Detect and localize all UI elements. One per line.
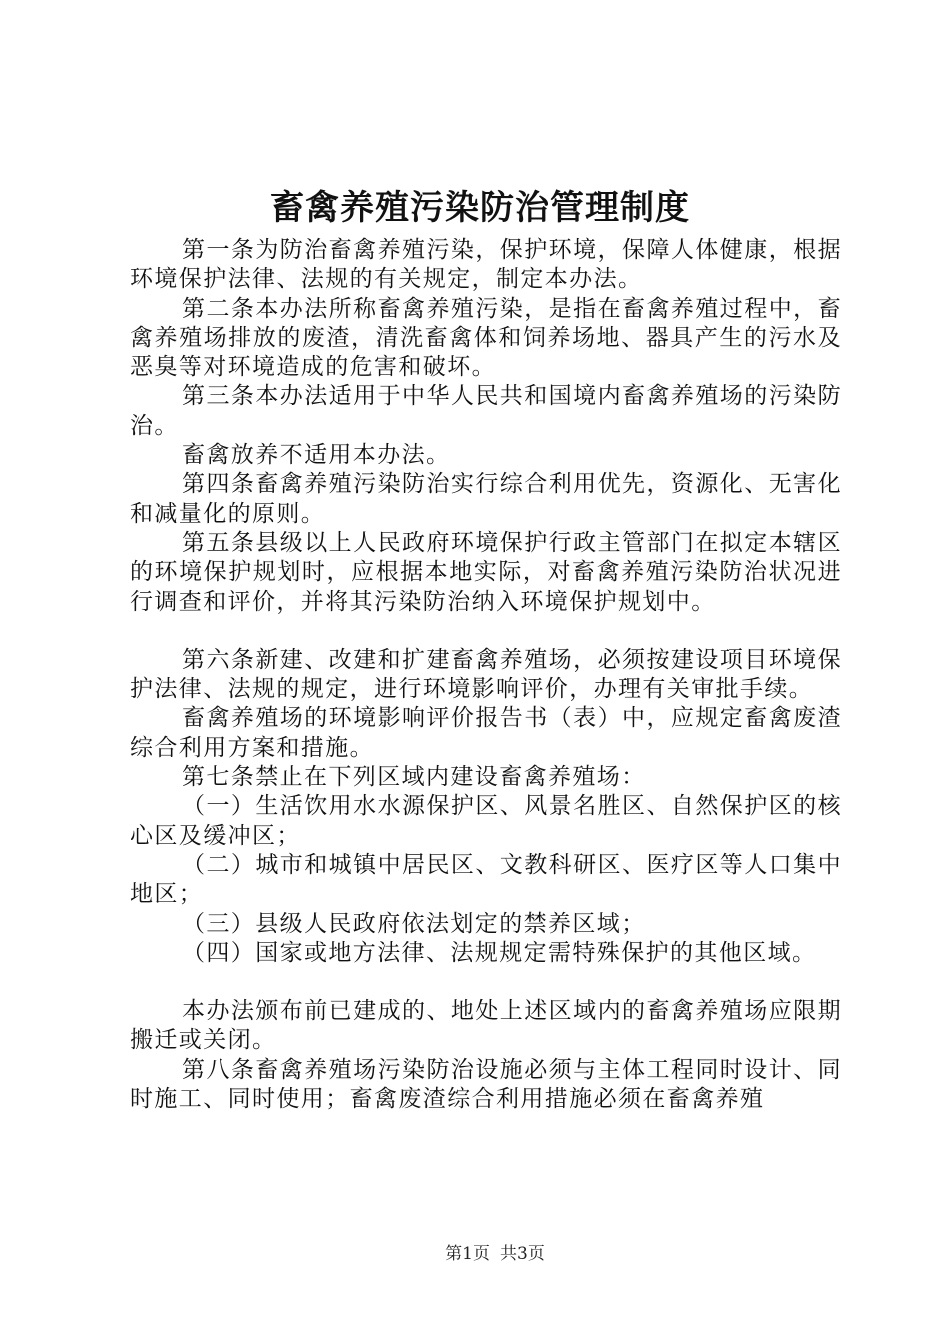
page-number: 第1页 [445, 1244, 490, 1264]
article-5-paragraph: 第五条县级以上人民政府环境保护行政主管部门在拟定本辖区的环境保护规划时，应根据本地实际，对畜禽养殖污染防治状况进行调查和评价，并将其污染防治纳入环境保护规划中。 [130, 529, 842, 615]
article-7-item-4: （四）国家或地方法律、法规规定需特殊保护的其他区域。 [182, 939, 817, 966]
article-7-item-1: （一）生活饮用水水源保护区、风景名胜区、自然保护区的核心区及缓冲区； [130, 793, 842, 849]
article-2-paragraph: 第二条本办法所称畜禽养殖污染，是指在畜禽养殖过程中，畜禽养殖场排放的废渣，清洗畜禽体和饲养场地、器具产生的污水及恶臭等对环境造成的危害和破坏。 [130, 295, 842, 381]
article-7-note-paragraph: 本办法颁布前已建成的、地处上述区域内的畜禽养殖场应限期搬迁或关闭。 [130, 998, 842, 1054]
article-6-note-paragraph: 畜禽养殖场的环境影响评价报告书（表）中，应规定畜禽废渣综合利用方案和措施。 [130, 705, 842, 761]
article-3-paragraph: 第三条本办法适用于中华人民共和国境内畜禽养殖场的污染防治。 [130, 383, 842, 439]
article-8-paragraph: 第八条畜禽养殖场污染防治设施必须与主体工程同时设计、同时施工、同时使用；畜禽废渣综合利用措施必须在畜禽养殖 [130, 1056, 842, 1113]
article-7-item-3: （三）县级人民政府依法划定的禁养区域； [182, 910, 646, 937]
article-7-item-2: （二）城市和城镇中居民区、文教科研区、医疗区等人口集中地区； [130, 851, 842, 908]
article-7-paragraph: 第七条禁止在下列区域内建设畜禽养殖场： [182, 764, 646, 791]
article-4-paragraph: 第四条畜禽养殖污染防治实行综合利用优先，资源化、无害化和减量化的原则。 [130, 471, 842, 527]
page-total: 共3页 [500, 1244, 545, 1264]
article-3-note-paragraph: 畜禽放养不适用本办法。 [182, 442, 451, 469]
article-1-paragraph: 第一条为防治畜禽养殖污染，保护环境，保障人体健康，根据环境保护法律、法规的有关规定，制定本办法。 [130, 237, 842, 293]
article-6-paragraph: 第六条新建、改建和扩建畜禽养殖场，必须按建设项目环境保护法律、法规的规定，进行环境影响评价，办理有关审批手续。 [130, 646, 842, 703]
document-body [130, 236, 842, 1114]
document-title: 畜禽养殖污染防治管理制度 [270, 188, 690, 228]
page-footer [0, 1243, 950, 1265]
